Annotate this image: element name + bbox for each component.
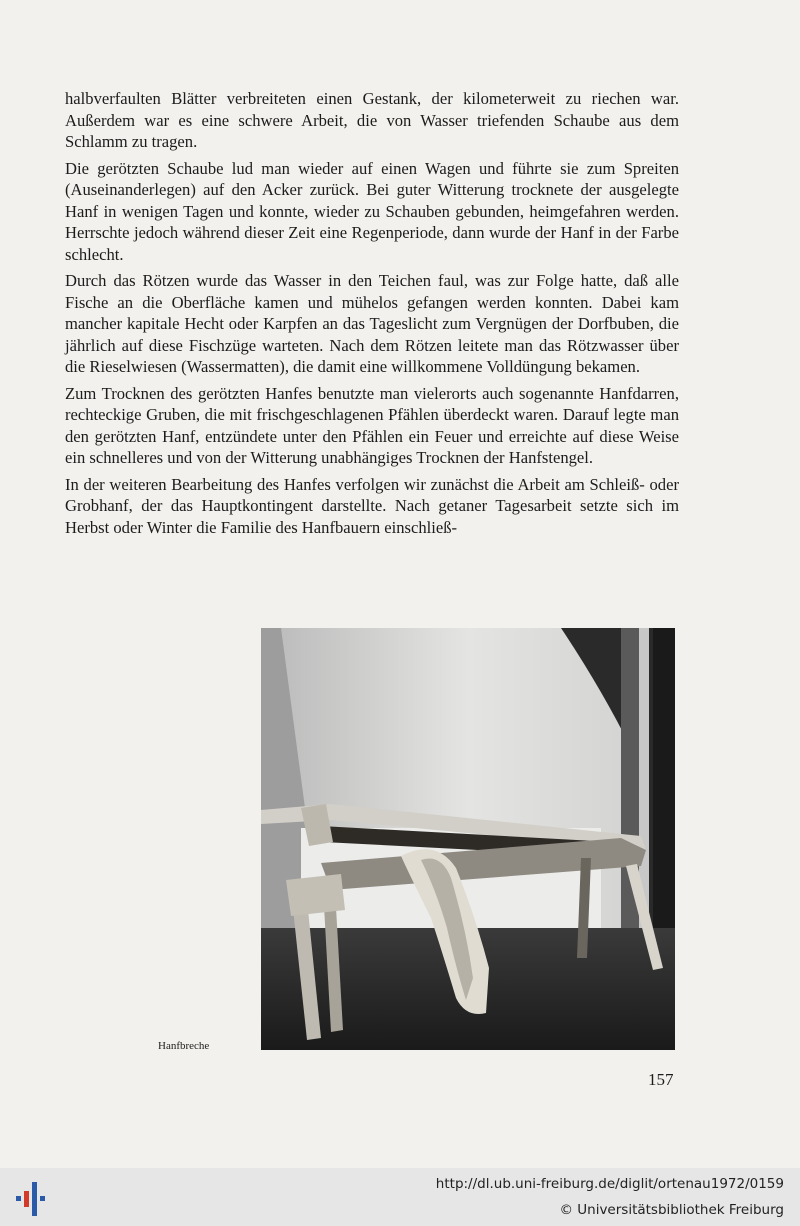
body-text [65,88,679,543]
source-url-link[interactable]: http://dl.ub.uni-freiburg.de/diglit/ortenau1972/0159 [435,1176,784,1192]
paragraph-2: Die gerötzten Schaube lud man wieder auf einen Wagen und führte sie zum Spreiten (Auseinanderlegen) auf den Acker zurück. Bei guter Witterung trocknete der ausgelegte Hanf in wenigen Tagen und konnte, wieder zu Schauben gebunden, heimgefahren werden. Herrschte jedoch während dieser Zeit eine Regenperiode, dann wurde der Hanf in der Farbe schlecht. [65,158,679,264]
page-number: 157 [648,1070,674,1089]
paragraph-3: Durch das Rötzen wurde das Wasser in den Teichen faul, was zur Folge hatte, daß alle Fische an die Oberfläche kamen und mühelos gefangen werden konnten. Dabei kam mancher kapitale Hecht oder Karpfen an das Tageslicht zum Vergnügen der Dorfbuben, die jährlich auf diese Fischzüge warteten. Nach dem Rötzen leitete man das Rötzwasser über die Rieselwiesen (Wassermatten), die damit eine willkommene Volldüngung bekamen. [65,271,679,376]
ub-freiburg-logo-icon[interactable] [12,1178,52,1218]
paragraph-5: In der weiteren Bearbeitung des Hanfes verfolgen wir zunächst die Arbeit am Schleiß- oder Grobhanf, der das Hauptkontingent darstellte. Nach getaner Tagesarbeit setzte sich im Herbst oder Winter die Familie des Hanfbauern einschließ- [65,474,679,537]
hemp-brake-photo [261,628,675,1050]
photo-caption: Hanfbreche [158,1040,210,1052]
copyright-text: © Universitätsbibliothek Freiburg [559,1202,784,1218]
paragraph-4: Zum Trocknen des gerötzten Hanfes benutzte man vielerorts auch sogenannte Hanfdarren, rechteckige Gruben, die mit frischgeschlagenen Pfählen überdeckt waren. Darauf legte man den gerötzten Hanf, entzündete unter den Pfählen ein Feuer und erreichte auf diese Weise ein schnelleres und von der Witterung unabhängiges Trocknen der Hanfstengel. [65,383,679,467]
paragraph-1: halbverfaulten Blätter verbreiteten einen Gestank, der kilometerweit zu riechen war. Außerdem war es eine schwere Arbeit, die von Wasser triefenden Schaube aus dem Schlamm zu tragen. [65,89,679,151]
footer-bar [0,1168,800,1226]
